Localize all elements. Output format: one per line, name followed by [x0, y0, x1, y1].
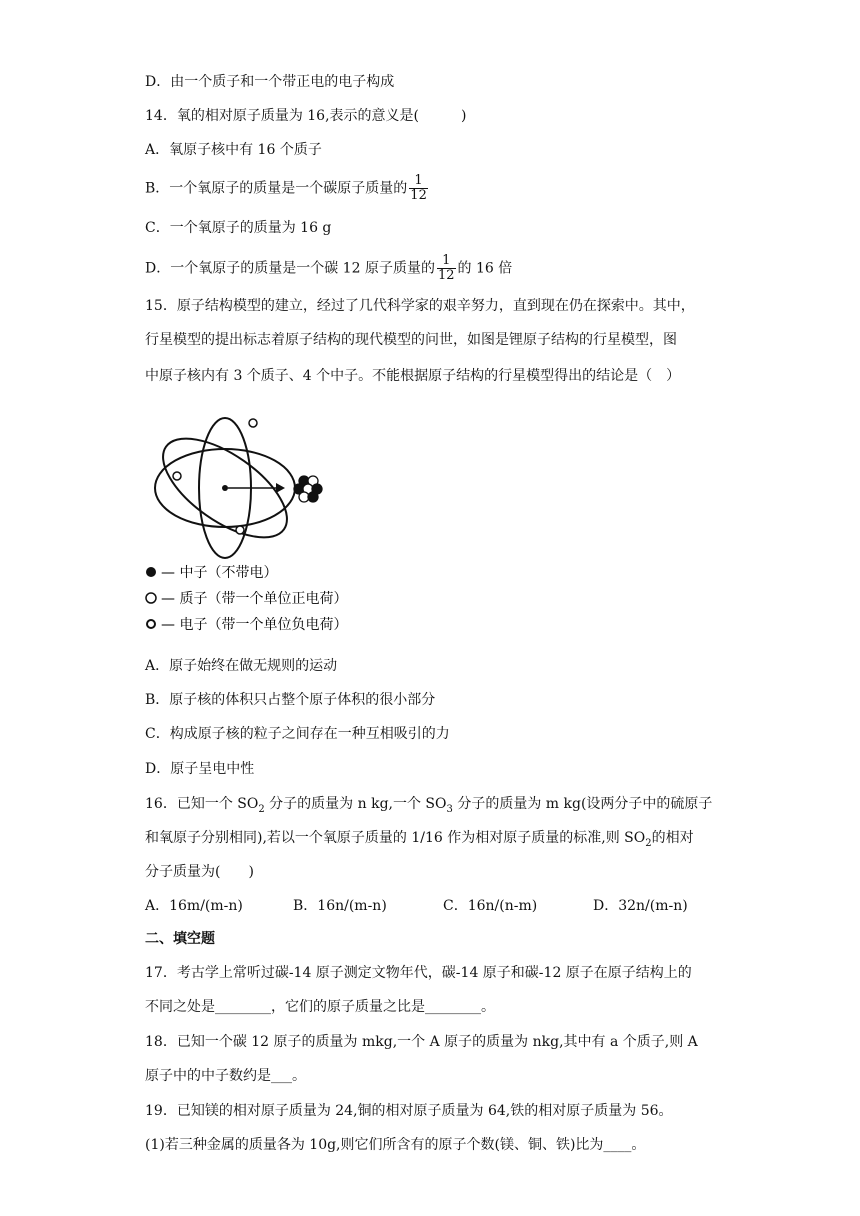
question-16-option-b: B．16n/(m-n): [293, 898, 387, 914]
question-14-option-a: A．氧原子核中有 16 个质子: [145, 142, 322, 158]
question-17-line1: 17．考古学上常听过碳-14 原子测定文物年代，碳-14 原子和碳-12 原子在原子结构上的: [145, 965, 692, 981]
legend-electron: — 电子（带一个单位负电荷）: [161, 617, 348, 633]
section-heading-fill-in: 二、填空题: [145, 931, 215, 947]
electron-legend-icon: [147, 620, 155, 628]
nucleus-enlarged-icon: [294, 476, 322, 502]
electron-icon: [236, 526, 244, 534]
option-d-text: D．一个氧原子的质量是一个碳 12 原子质量的: [145, 260, 435, 277]
question-14-stem: 14．氧的相对原子质量为 16,表示的意义是( ): [145, 108, 467, 124]
legend-proton: — 质子（带一个单位正电荷）: [161, 591, 348, 607]
nucleus-dot: [222, 485, 228, 491]
question-16-stem-line1: 16．已知一个 $SO_2$ 分子的质量为 n kg,一个 $SO_3$ 分子的质量为 m kg(设两分子中的硫原子: [145, 796, 713, 815]
question-14-option-c: C．一个氧原子的质量为 16 g: [145, 220, 332, 236]
question-16-option-a: A．16m/(m-n): [145, 898, 243, 914]
question-14-option-d: [145, 254, 512, 283]
question-15-stem-line3: 中原子核内有 3 个质子、4 个中子。不能根据原子结构的行星模型得出的结论是（ ）: [145, 368, 681, 384]
question-16-stem-line3: 分子质量为( ): [145, 864, 254, 880]
question-15-option-c: C．构成原子核的粒子之间存在一种互相吸引的力: [145, 726, 450, 742]
question-17-line2: 不同之处是________，它们的原子质量之比是________。: [145, 999, 495, 1015]
question-15-stem-line1: 15．原子结构模型的建立，经过了几代科学家的艰辛努力，直到现在仍在探索中。其中，: [145, 298, 695, 314]
question-16-stem-line2: 和氧原子分别相同),若以一个氧原子质量的 1/16 作为相对原子质量的标准,则 $SO_2$的相对: [145, 830, 694, 849]
question-15-option-a: A．原子始终在做无规则的运动: [145, 658, 338, 674]
electron-icon: [249, 419, 257, 427]
legend-neutron: — 中子（不带电）: [161, 565, 278, 581]
question-13-option-d: D．由一个质子和一个带正电的电子构成: [145, 74, 395, 90]
question-16-option-c: C．16n/(n-m): [443, 898, 538, 914]
question-19-line1: 19．已知镁的相对原子质量为 24,铜的相对原子质量为 64,铁的相对原子质量为 56。: [145, 1103, 673, 1119]
proton-legend-icon: [146, 593, 156, 603]
question-15-option-d: D．原子呈电中性: [145, 761, 255, 777]
lithium-atom-planetary-model: [145, 405, 405, 645]
option-b-text: B．一个氧原子的质量是一个碳原子质量的: [145, 180, 408, 197]
question-18-line2: 原子中的中子数约是___。: [145, 1068, 306, 1084]
question-14-option-b: [145, 174, 430, 203]
question-19-line2: (1)若三种金属的质量各为 10g,则它们所含有的原子个数(镁、铜、铁)比为____。: [145, 1137, 646, 1153]
question-18-line1: 18．已知一个碳 12 原子的质量为 mkg,一个 A 原子的质量为 nkg,其中有 a 个质子,则 A: [145, 1034, 698, 1050]
fraction-one-twelfth: $\frac{1}{12}$: [410, 173, 427, 203]
question-15-option-b: B．原子核的体积只占整个原子体积的很小部分: [145, 692, 436, 708]
arrow-icon: [276, 483, 285, 493]
electron-icon: [173, 472, 181, 480]
fraction-one-twelfth: $\frac{1}{12}$: [437, 253, 455, 283]
option-d-suffix: 的 16 倍: [457, 260, 513, 277]
neutron-legend-icon: [146, 567, 156, 577]
question-15-stem-line2: 行星模型的提出标志着原子结构的现代模型的问世，如图是锂原子结构的行星模型，图: [145, 332, 677, 348]
question-16-option-d: D．32n/(m-n): [593, 898, 688, 914]
